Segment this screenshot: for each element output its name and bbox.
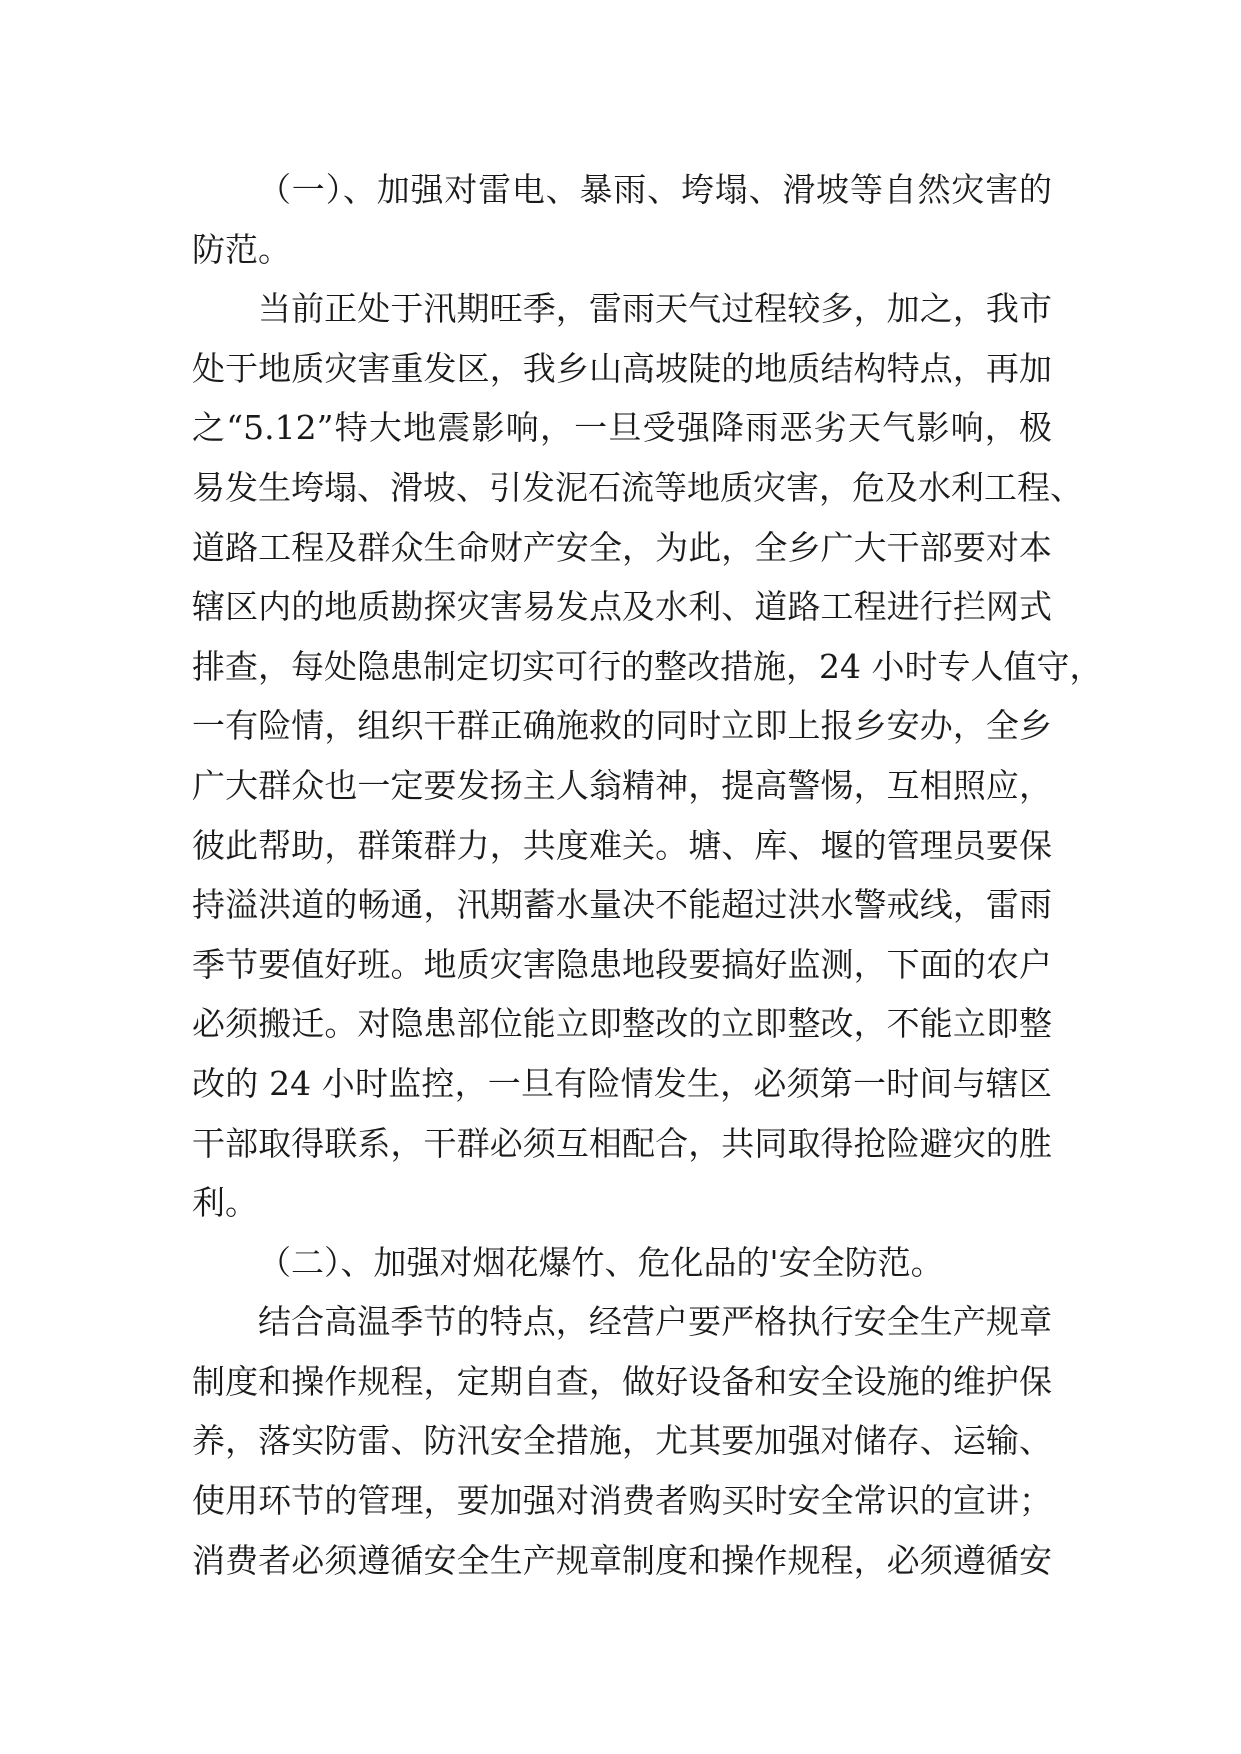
text-line: 易发生垮塌、滑坡、引发泥石流等地质灾害，危及水利工程、 (192, 467, 1083, 507)
text-line: 制度和操作规程，定期自查，做好设备和安全设施的维护保 (192, 1361, 1052, 1401)
text-line: 一有险情，组织干群正确施救的同时立即上报乡安办，全乡 (192, 706, 1052, 746)
text-line: 当前正处于汛期旺季，雷雨天气过程较多，加之，我市 (258, 289, 1052, 329)
text-line: 持溢洪道的畅通，汛期蓄水量决不能超过洪水警戒线，雷雨 (192, 885, 1052, 925)
text-line: 彼此帮助，群策群力，共度难关。塘、库、堰的管理员要保 (192, 825, 1052, 865)
text-line: 季节要值好班。地质灾害隐患地段要搞好监测，下面的农户 (192, 944, 1052, 984)
text-line: 利。 (192, 1183, 258, 1223)
text-line: 使用环节的管理，要加强对消费者购买时安全常识的宣讲； (192, 1481, 1052, 1521)
text-line: 道路工程及群众生命财产安全，为此，全乡广大干部要对本 (192, 527, 1052, 567)
text-line: 广大群众也一定要发扬主人翁精神，提高警惕，互相照应， (192, 765, 1052, 805)
text-line: 结合高温季节的特点，经营户要严格执行安全生产规章 (258, 1302, 1052, 1342)
text-line: 消费者必须遵循安全生产规章制度和操作规程，必须遵循安 (192, 1540, 1052, 1580)
text-line: 处于地质灾害重发区，我乡山高坡陡的地质结构特点，再加 (192, 348, 1052, 388)
text-line: 干部取得联系，干群必须互相配合，共同取得抢险避灾的胜 (192, 1123, 1052, 1163)
text-line: 养，落实防雷、防汛安全措施，尤其要加强对储存、运输、 (192, 1421, 1052, 1461)
heading-line: （一）、加强对雷电、暴雨、垮塌、滑坡等自然灾害的 (258, 170, 1052, 209)
text-line: 之“5.12”特大地震影响，一旦受强降雨恶劣天气影响，极 (192, 408, 1052, 448)
text-line: 排查，每处隐患制定切实可行的整改措施，24 小时专人值守， (192, 646, 1103, 686)
text-line: 改的 24 小时监控，一旦有险情发生，必须第一时间与辖区 (192, 1063, 1052, 1103)
text-line: 防范。 (192, 229, 291, 269)
document-body (192, 160, 1103, 1590)
heading-line: （二）、加强对烟花爆竹、危化品的'安全防范。 (258, 1242, 944, 1282)
text-line: 辖区内的地质勘探灾害易发点及水利、道路工程进行拦网式 (192, 587, 1052, 627)
text-line: 必须搬迁。对隐患部位能立即整改的立即整改，不能立即整 (192, 1004, 1052, 1044)
